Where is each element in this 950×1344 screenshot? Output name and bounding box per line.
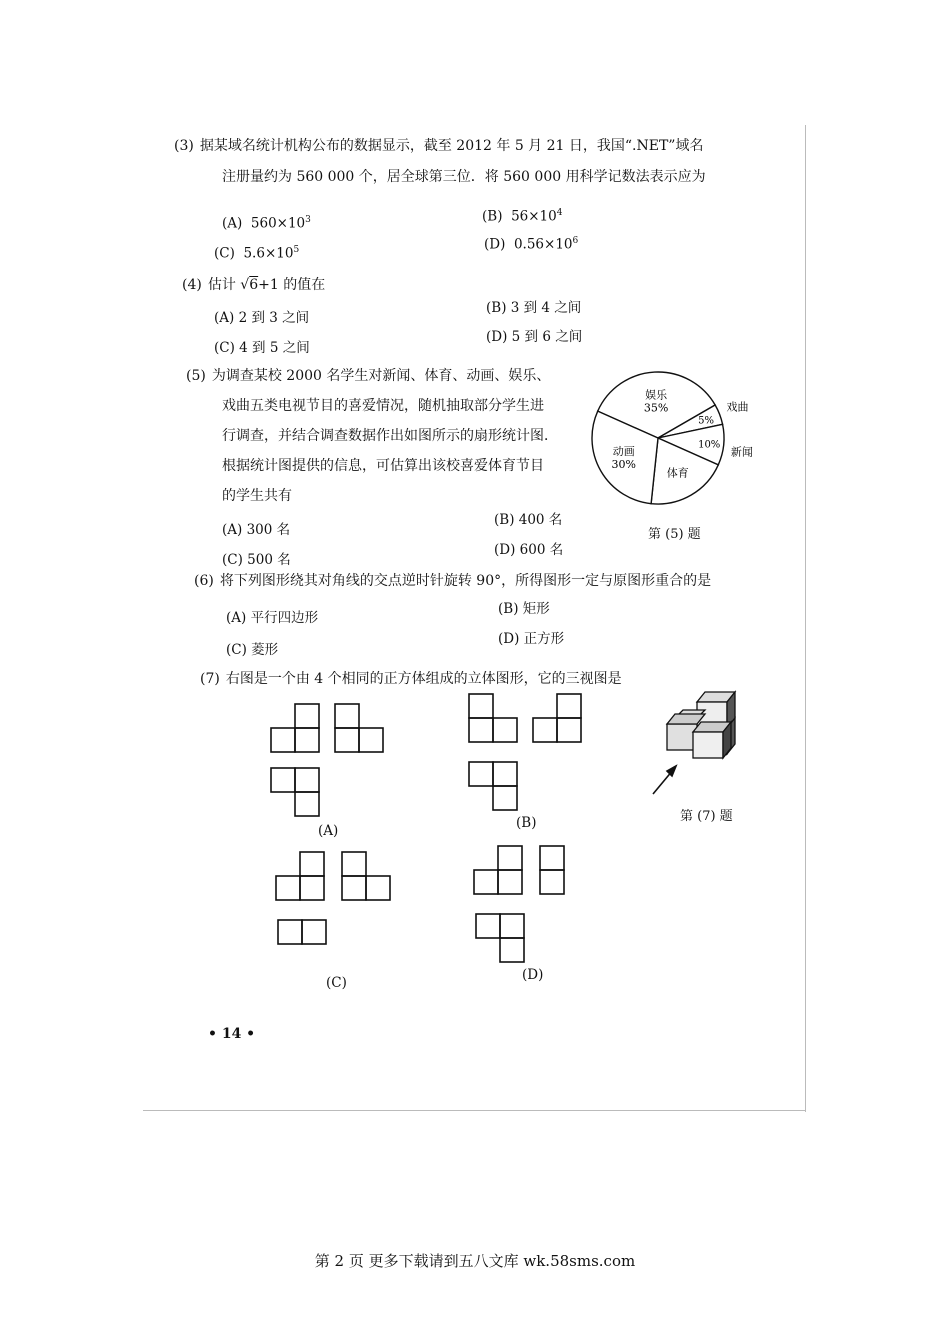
q5-line3: 行调查，并结合调查数据作出如图所示的扇形统计图． [222, 428, 558, 444]
pie-label-1: 戏曲 [726, 400, 749, 414]
page-number: • 14 • [208, 1026, 256, 1042]
q5-line4: 根据统计图提供的信息，可估算出该校喜爱体育节目 [222, 458, 544, 474]
q7-option-a-views [265, 700, 390, 822]
footer-text: 第 2 页 更多下载请到五八文库 wk.58sms.com [314, 1252, 636, 1270]
q4-option-b: (B) 3 到 4 之间 [486, 300, 582, 316]
q7-stem: (7) 右图是一个由 4 个相同的正方体组成的立体图形，它的三视图是 [200, 671, 622, 687]
q6-stem: (6) 将下列图形绕其对角线的交点逆时针旋转 90°，所得图形一定与原图形重合的是 [194, 573, 712, 589]
q3-option-a: (A) $560\times 10^3$ [222, 215, 311, 232]
q7-option-d-label: (D) [522, 967, 544, 983]
sqrt-icon: √6 [240, 277, 259, 293]
q7-option-b-views [463, 690, 588, 812]
q5-option-b: (B) 400 名 [494, 512, 563, 528]
pie-label-4: 动画 [612, 444, 635, 458]
q7-option-d-views [468, 842, 573, 966]
q4-option-a: (A) 2 到 3 之间 [214, 310, 310, 326]
q5-option-a: (A) 300 名 [222, 522, 291, 538]
q7-figure-caption: 第 (7) 题 [680, 809, 733, 824]
q3-line2: 注册量约为 560 000 个，居全球第三位．将 560 000 用科学记数法表示应为 [222, 169, 706, 185]
scan-edge-right [805, 125, 806, 1112]
pie-chart [590, 360, 780, 520]
q5-option-d: (D) 600 名 [494, 542, 564, 558]
pie-value-2: 10% [698, 439, 721, 451]
q3-line1: (3) 据某域名统计机构公布的数据显示，截至 2012 年 5 月 21 日，我国“.NET”域名 [174, 138, 704, 154]
q3-option-d: (D) $0.56\times 10^6$ [484, 236, 579, 253]
q5-line1: (5) 为调查某校 2000 名学生对新闻、体育、动画、娱乐、 [186, 368, 551, 384]
q5-line5: 的学生共有 [222, 488, 292, 504]
pie-value-4: 30% [611, 457, 636, 471]
q4-option-d: (D) 5 到 6 之间 [486, 329, 583, 345]
q4-option-c: (C) 4 到 5 之间 [214, 340, 310, 356]
pie-value-1: 5% [698, 415, 714, 427]
q6-option-a: (A) 平行四边形 [226, 610, 319, 626]
q3-option-c: (C) $5.6\times 10^5$ [214, 245, 300, 262]
q7-option-a-label: (A) [318, 823, 339, 839]
q3-number: (3) [174, 138, 194, 154]
q5-line2: 戏曲五类电视节目的喜爱情况，随机抽取部分学生进 [222, 398, 544, 414]
q7-option-c-label: (C) [326, 975, 347, 991]
q6-option-b: (B) 矩形 [498, 601, 550, 617]
q7-cube-figure [645, 684, 745, 802]
pie-label-2: 新闻 [730, 445, 753, 459]
q6-option-d: (D) 正方形 [498, 631, 565, 647]
pie-label-0: 娱乐 [645, 388, 668, 402]
q7-option-c-views [270, 848, 395, 952]
q5-option-c: (C) 500 名 [222, 552, 291, 568]
q6-option-c: (C) 菱形 [226, 642, 279, 658]
scan-edge-bottom [143, 1110, 806, 1111]
q3-option-b: (B) $56\times 10^4$ [482, 208, 563, 225]
q5-figure-caption: 第 (5) 题 [648, 527, 701, 542]
pie-label-3: 体育 [666, 466, 689, 480]
pie-value-0: 35% [643, 401, 669, 415]
q4-stem: (4) 估计 √6+1 的值在 [182, 277, 326, 293]
q7-option-b-label: (B) [516, 815, 537, 831]
